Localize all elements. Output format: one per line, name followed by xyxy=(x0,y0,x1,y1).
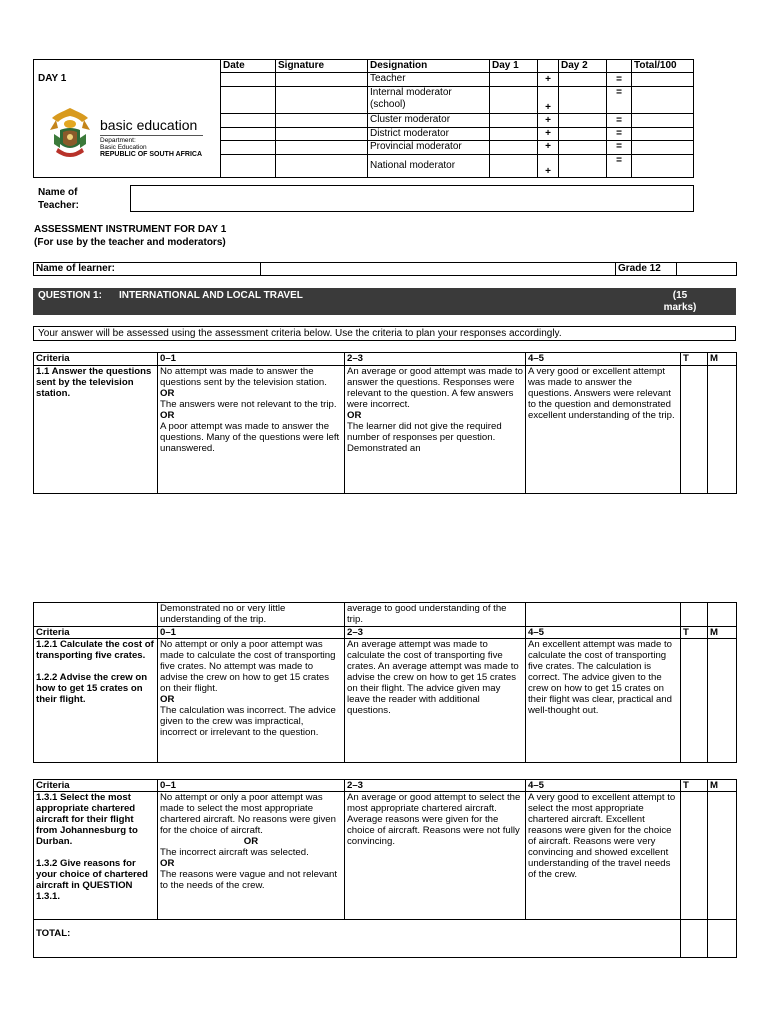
band-2-3-header: 2–3 xyxy=(345,780,526,792)
total-field[interactable] xyxy=(632,140,694,154)
t-total-field[interactable] xyxy=(681,920,708,958)
t-mark-field[interactable] xyxy=(681,639,708,763)
equals-sign: = xyxy=(607,140,632,154)
plus-sign: + xyxy=(538,87,559,114)
col-signature: Signature xyxy=(276,60,368,73)
total-label: TOTAL: xyxy=(34,920,681,958)
band-0-1-header: 0–1 xyxy=(158,353,345,366)
signature-field[interactable] xyxy=(276,127,368,140)
col-day1: Day 1 xyxy=(490,60,538,73)
day1-field[interactable] xyxy=(490,114,538,127)
criteria-header: Criteria xyxy=(34,627,158,639)
equals-sign: = xyxy=(607,127,632,140)
band-2-3-descriptor: An average attempt was made to calculate the cost of transporting five crates. An average attempt was made to advise the crew on how to get 15 crates on their flight. The advice given may leave the reader with additional questions. xyxy=(345,639,526,763)
t-header: T xyxy=(681,780,708,792)
m-mark-field[interactable] xyxy=(708,366,737,494)
band-4-5-descriptor: A very good or excellent attempt was made to answer the questions. Answers were relevant to the question and demonstrated excellent understanding of the trip. xyxy=(526,366,681,494)
designation-national: National moderator xyxy=(368,154,490,177)
total-field[interactable] xyxy=(632,114,694,127)
question-title: INTERNATIONAL AND LOCAL TRAVEL xyxy=(119,290,303,301)
m-total-field[interactable] xyxy=(708,920,737,958)
day2-field[interactable] xyxy=(559,140,607,154)
criteria-1-2-1: 1.2.1 Calculate the cost of transporting five crates. xyxy=(36,639,154,661)
criteria-header: Criteria xyxy=(34,353,158,366)
equals-sign: = xyxy=(607,87,632,114)
t-header: T xyxy=(681,627,708,639)
logo-department: Department: xyxy=(100,137,136,144)
band-0-1-header: 0–1 xyxy=(158,627,345,639)
band-2-3-header: 2–3 xyxy=(345,353,526,366)
signature-field[interactable] xyxy=(276,154,368,177)
question-bar xyxy=(33,288,736,315)
signature-field[interactable] xyxy=(276,87,368,114)
day2-field[interactable] xyxy=(559,87,607,114)
t-mark-field[interactable] xyxy=(681,366,708,494)
total-field[interactable] xyxy=(632,87,694,114)
total-field[interactable] xyxy=(632,154,694,177)
col-total: Total/100 xyxy=(632,60,694,73)
date-field[interactable] xyxy=(221,114,276,127)
criteria-1-3-2: 1.3.2 Give reasons for your choice of chartered aircraft in QUESTION 1.3.1. xyxy=(36,858,148,902)
rubric-table-2 xyxy=(33,602,737,763)
band-0-1-descriptor xyxy=(158,639,345,763)
criteria-header: Criteria xyxy=(34,780,158,792)
criteria-1-2 xyxy=(34,639,158,763)
band-4-5-descriptor: An excellent attempt was made to calculate the cost of transporting five crates. The calculation is correct. The advice given to the crew on how to get 15 crates on their flight was clear, practical and well-thought out. xyxy=(526,639,681,763)
plus-sign: + xyxy=(538,127,559,140)
descriptor-text: The calculation was incorrect. The advice given to the crew was impractical, incorrect or irrelevant to the question. xyxy=(160,705,336,738)
or-label: OR xyxy=(347,410,362,421)
teacher-name-input[interactable] xyxy=(130,185,694,212)
designation-provincial: Provincial moderator xyxy=(368,140,490,154)
descriptor-text: The incorrect aircraft was selected. xyxy=(160,847,309,858)
learner-table xyxy=(33,262,737,276)
continuation-band-4-5 xyxy=(526,603,681,627)
col-day2: Day 2 xyxy=(559,60,607,73)
descriptor-text: The learner did not give the required number of responses per question. Demonstrated an xyxy=(347,421,502,454)
plus-sign: + xyxy=(538,73,559,87)
day1-field[interactable] xyxy=(490,87,538,114)
col-date: Date xyxy=(221,60,276,73)
logo-country: REPUBLIC OF SOUTH AFRICA xyxy=(100,151,203,158)
date-field[interactable] xyxy=(221,127,276,140)
criteria-1-2-2: 1.2.2 Advise the crew on how to get 15 crates on their flight. xyxy=(36,672,148,705)
designation-teacher: Teacher xyxy=(368,73,490,87)
day1-field[interactable] xyxy=(490,127,538,140)
descriptor-text: The reasons were vague and not relevant to the needs of the crew. xyxy=(160,869,338,891)
descriptor-text: A poor attempt was made to answer the questions. Many of the questions were left unanswered. xyxy=(160,421,340,454)
rubric-table-3 xyxy=(33,779,737,958)
continuation-band-2-3: average to good understanding of the trip. xyxy=(345,603,526,627)
equals-sign: = xyxy=(607,154,632,177)
plus-sign: + xyxy=(538,140,559,154)
band-4-5-header: 4–5 xyxy=(526,780,681,792)
logo-cell xyxy=(33,59,221,178)
day2-field[interactable] xyxy=(559,127,607,140)
or-label: OR xyxy=(160,858,175,869)
t-mark-field[interactable] xyxy=(681,603,708,627)
t-mark-field[interactable] xyxy=(681,792,708,920)
day2-field[interactable] xyxy=(559,114,607,127)
designation-internal: Internal moderator (school) xyxy=(368,87,490,114)
date-field[interactable] xyxy=(221,154,276,177)
date-field[interactable] xyxy=(221,87,276,114)
day1-field[interactable] xyxy=(490,73,538,87)
grade-input[interactable] xyxy=(677,263,737,276)
equals-sign: = xyxy=(607,73,632,87)
instrument-subtitle: (For use by the teacher and moderators) xyxy=(34,237,226,248)
signature-field[interactable] xyxy=(276,140,368,154)
or-label: OR xyxy=(160,410,175,421)
teacher-label: Name of Teacher: xyxy=(38,187,79,211)
logo-name: basic education xyxy=(100,117,198,133)
plus-header xyxy=(538,60,559,73)
or-label: OR xyxy=(160,388,175,399)
or-label: OR xyxy=(160,694,175,705)
descriptor-text: No attempt or only a poor attempt was made to select the most appropriate chartered aircraft. No reasons were given for the choice of aircraft. xyxy=(160,792,336,836)
band-4-5-header: 4–5 xyxy=(526,353,681,366)
m-mark-field[interactable] xyxy=(708,639,737,763)
band-4-5-header: 4–5 xyxy=(526,627,681,639)
logo-rule xyxy=(100,135,203,136)
question-marks: (15 marks) xyxy=(663,290,697,313)
question-number: QUESTION 1: xyxy=(38,290,102,301)
criteria-1-3 xyxy=(34,792,158,920)
date-field[interactable] xyxy=(221,140,276,154)
learner-label: Name of learner: xyxy=(34,263,261,276)
t-header: T xyxy=(681,353,708,366)
logo-dept-name: Basic Education xyxy=(100,144,147,151)
signoff-block xyxy=(33,59,693,178)
designation-cluster: Cluster moderator xyxy=(368,114,490,127)
descriptor-text: No attempt was made to answer the questions sent by the television station. xyxy=(160,366,327,388)
band-2-3-descriptor: An average or good attempt to select the most appropriate chartered aircraft. Average reasons were given for the choice of aircraft. Reasons were not fully convincing. xyxy=(345,792,526,920)
date-field[interactable] xyxy=(221,73,276,87)
descriptor-text: An average or good attempt was made to answer the questions. Responses were relevant to the question. A few answers were incorrect. xyxy=(347,366,523,410)
signature-field[interactable] xyxy=(276,114,368,127)
band-2-3-descriptor xyxy=(345,366,526,494)
m-mark-field[interactable] xyxy=(708,603,737,627)
day2-field[interactable] xyxy=(559,154,607,177)
signature-field[interactable] xyxy=(276,73,368,87)
rubric-table-1 xyxy=(33,352,737,494)
plus-sign: + xyxy=(538,114,559,127)
criteria-1-3-1: 1.3.1 Select the most appropriate chartered aircraft for their flight from Johannesburg to Durban. xyxy=(36,792,138,847)
criteria-1-1: 1.1 Answer the questions sent by the television station. xyxy=(34,366,158,494)
m-header: M xyxy=(708,353,737,366)
day1-field[interactable] xyxy=(490,154,538,177)
total-field[interactable] xyxy=(632,73,694,87)
instruction-box xyxy=(33,326,736,341)
or-label: OR xyxy=(243,836,259,847)
descriptor-text: The answers were not relevant to the trip. xyxy=(160,399,337,410)
day2-field[interactable] xyxy=(559,73,607,87)
m-mark-field[interactable] xyxy=(708,792,737,920)
m-header: M xyxy=(708,780,737,792)
equals-header xyxy=(607,60,632,73)
day1-field[interactable] xyxy=(490,140,538,154)
col-designation: Designation xyxy=(368,60,490,73)
descriptor-text: No attempt or only a poor attempt was made to calculate the cost of transporting five crates. No attempt was made to advise the crew on how to get 15 crates on their flight. xyxy=(160,639,336,694)
signoff-table xyxy=(220,59,694,178)
coat-of-arms-icon xyxy=(48,104,92,162)
learner-name-input[interactable] xyxy=(261,263,616,276)
band-4-5-descriptor: A very good to excellent attempt to select the most appropriate chartered aircraft. Excellent reasons were given for the choice of aircraft. Reasons were very convincing and showed excellent understanding of the travel needs of the crew. xyxy=(526,792,681,920)
continuation-criteria xyxy=(34,603,158,627)
total-field[interactable] xyxy=(632,127,694,140)
continuation-band-0-1: Demonstrated no or very little understanding of the trip. xyxy=(158,603,345,627)
plus-sign: + xyxy=(538,154,559,177)
band-0-1-descriptor xyxy=(158,792,345,920)
instrument-title: ASSESSMENT INSTRUMENT FOR DAY 1 xyxy=(34,224,227,235)
band-0-1-header: 0–1 xyxy=(158,780,345,792)
equals-sign: = xyxy=(607,114,632,127)
grade-label: Grade 12 xyxy=(616,263,677,276)
designation-district: District moderator xyxy=(368,127,490,140)
instruction-text: Your answer will be assessed using the assessment criteria below. Use the criteria to plan your responses accordingly. xyxy=(38,328,562,339)
m-header: M xyxy=(708,627,737,639)
band-2-3-header: 2–3 xyxy=(345,627,526,639)
day-label: DAY 1 xyxy=(38,73,67,84)
band-0-1-descriptor xyxy=(158,366,345,494)
